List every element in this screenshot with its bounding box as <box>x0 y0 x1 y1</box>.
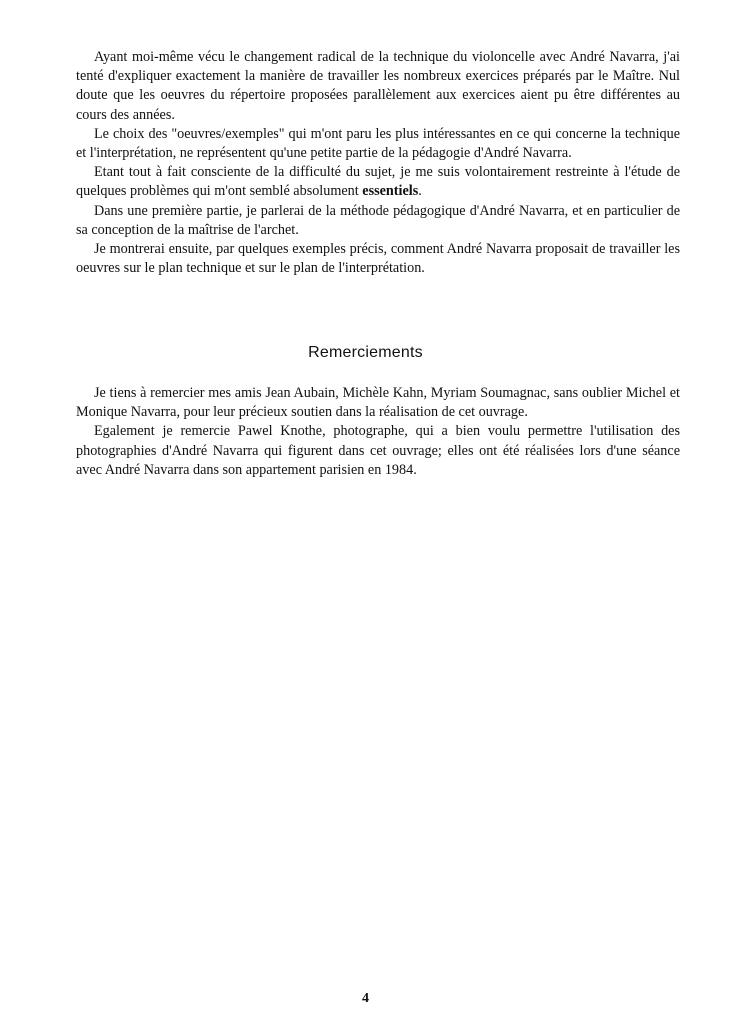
section-heading-remerciements: Remerciements <box>308 344 423 361</box>
emphasis-essentiels: essentiels <box>362 183 419 200</box>
intro-paragraph-3 <box>76 163 680 201</box>
intro-paragraph-3-text: Etant tout à fait consciente de la difficulté du sujet, je me suis volontairement restreinte à l'étude de quelques problèmes qui m'ont semblé absolument <box>76 164 680 200</box>
acknowledgements-section <box>76 384 680 480</box>
intro-paragraph-1: Ayant moi-même vécu le changement radical de la technique du violoncelle avec André Navarra, j'ai tenté d'expliquer exactement la manière de travailler les nombreux exercices préparés par le Maître. Nul doute que les oeuvres du répertoire proposées parallèlement aux exercices aient pu être différentes au cours des années. <box>76 49 680 123</box>
intro-paragraph-5: Je montrerai ensuite, par quelques exemples précis, comment André Navarra proposait de travailler les oeuvres sur le plan technique et sur le plan de l'interprétation. <box>76 241 680 277</box>
intro-paragraph-3-end: . <box>418 183 422 200</box>
intro-section <box>76 48 680 278</box>
thanks-paragraph-1: Je tiens à remercier mes amis Jean Aubain, Michèle Kahn, Myriam Soumagnac, sans oublier Michel et Monique Navarra, pour leur précieux soutien dans la réalisation de cet ouvrage. <box>76 385 680 421</box>
intro-paragraph-2: Le choix des "oeuvres/exemples" qui m'ont paru les plus intéressantes en ce qui concerne la technique et l'interprétation, ne représentent qu'une petite partie de la pédagogie d'André Navarra. <box>76 125 680 162</box>
intro-paragraph-4: Dans une première partie, je parlerai de la méthode pédagogique d'André Navarra, et en particulier de sa conception de la maîtrise de l'archet. <box>76 202 680 238</box>
thanks-paragraph-2: Egalement je remercie Pawel Knothe, photographe, qui a bien voulu permettre l'utilisation des photographies d'André Navarra qui figurent dans cet ouvrage; elles ont été réalisées lors d'une séance avec André Navarra dans son appartement parisien en 1984. <box>76 423 680 478</box>
page-number: 4 <box>362 991 369 1006</box>
